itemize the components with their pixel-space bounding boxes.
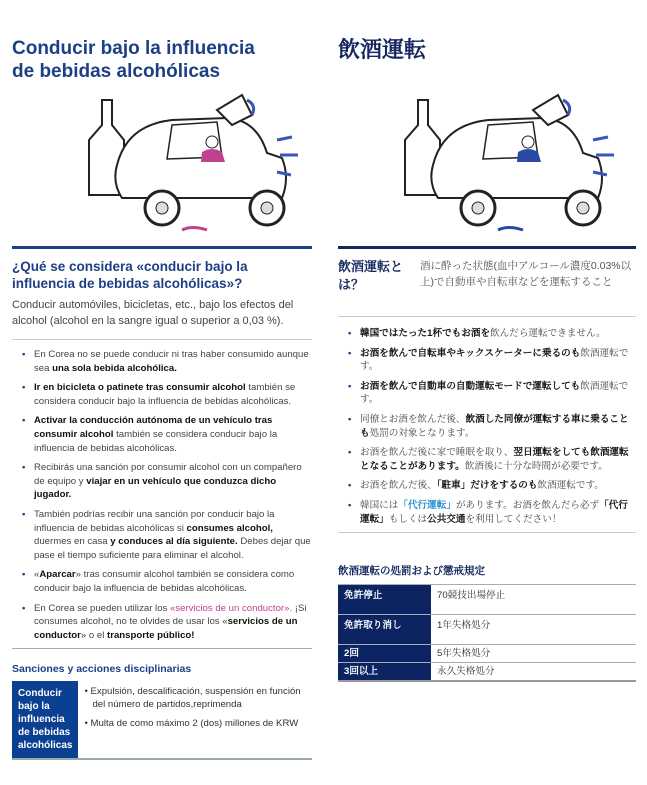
bullet-item bbox=[22, 381, 312, 408]
bullet-text: 飲酒運転です。 bbox=[360, 347, 629, 373]
highlight-text: «servicios de un conductor». bbox=[170, 602, 293, 614]
bullet-item bbox=[22, 602, 312, 643]
penalty-heading: 飲酒運転の処罰および懲戒規定 bbox=[338, 565, 485, 578]
bullet-text: » tras consumir alcohol también se considera como conducir bajo la influencia de bebidas alcohólicas. bbox=[34, 569, 295, 594]
bullet-text: 処罰の対象となります。 bbox=[369, 427, 475, 439]
bullet-item bbox=[22, 508, 312, 562]
bullet-item bbox=[348, 499, 636, 526]
divider bbox=[12, 339, 312, 340]
bullet-text: 同僚とお酒を飲んだ後、 bbox=[360, 413, 466, 425]
divider bbox=[338, 246, 636, 249]
bullet-text: 韓国ではたった1杯でもお酒を bbox=[360, 328, 491, 339]
bullet-text: 飲んだら運転できません。 bbox=[490, 328, 606, 339]
bullet-item bbox=[22, 414, 312, 455]
bullet-text: があります。お酒を飲んだら必ず bbox=[455, 499, 600, 511]
divider bbox=[338, 532, 636, 533]
penalty-label: 免許取り消し bbox=[338, 615, 431, 645]
penalty-value: 永久失格処分 bbox=[431, 663, 636, 682]
bullet-text: Aparcar bbox=[39, 569, 76, 581]
sanctions-table bbox=[12, 681, 312, 760]
sanctions-label: Conducir bajo la influencia de bebidas alcohólicas bbox=[12, 681, 78, 759]
bullet-text: transporte público! bbox=[107, 629, 195, 641]
bullet-list bbox=[12, 348, 312, 642]
bullet-text: もしくは bbox=[388, 513, 428, 525]
bullet-text: una sola bebida alcohólica. bbox=[52, 362, 177, 374]
bullet-text: お酒を飲んで自転車やキックスケーターに乗るのも bbox=[360, 347, 581, 359]
bullet-item bbox=[348, 413, 636, 440]
page-title: Conducir bajo la influencia de bebidas alcohólicas bbox=[12, 38, 255, 82]
bullet-text: Ir en bicicleta o patinete tras consumir alcohol bbox=[34, 382, 246, 394]
bullet-item bbox=[348, 347, 636, 374]
penalty-label: 3回以上 bbox=[338, 663, 431, 682]
bullet-text: ¡Si consumes alcohol, no te olvides de usar los « bbox=[34, 602, 307, 628]
bullet-text: Activar la conducción autónoma de un vehículo tras consumir alcohol bbox=[34, 415, 273, 440]
bullet-text: « bbox=[34, 569, 40, 581]
bullet-text: viajar en un vehículo que conduzca dicho jugador. bbox=[34, 475, 277, 501]
bullet-text: を利用してください！ bbox=[465, 513, 562, 525]
section-heading: 飲酒運転とは？ bbox=[338, 259, 404, 292]
bullet-item bbox=[348, 479, 636, 493]
bullet-item bbox=[348, 327, 636, 341]
bullet-text: Recibirás una sanción por consumir alcohol con un compañero de equipo y bbox=[34, 462, 302, 487]
bullet-text: 公共交通 bbox=[427, 513, 466, 525]
bullet-text: también se considera conducir bajo la influencia de bebidas alcohólicas. bbox=[34, 428, 278, 454]
penalty-label: 2回 bbox=[338, 645, 431, 663]
bullet-text: También podrías recibir una sanción por conducir bajo la influencia de bebidas alcohólicas si bbox=[34, 508, 275, 534]
bullet-list bbox=[338, 327, 636, 526]
divider bbox=[12, 648, 312, 649]
bullet-text: servicios de un conductor bbox=[34, 616, 298, 641]
divider bbox=[338, 316, 636, 317]
sanctions-heading: Sanciones y acciones disciplinarias bbox=[12, 663, 192, 676]
bullet-text: En Corea se pueden utilizar los bbox=[34, 602, 170, 614]
bullet-text: 「代行運転」 bbox=[360, 499, 628, 525]
bullet-text: duermes en casa bbox=[34, 536, 111, 548]
penalty-value: 70競技出場停止 bbox=[431, 585, 636, 615]
penalty-value: 1年失格処分 bbox=[431, 615, 636, 645]
bullet-text: y conduces al día siguiente. bbox=[110, 536, 238, 548]
bullet-text: Debes dejar que pase el tiempo suficiente para eliminar el alcohol. bbox=[34, 536, 311, 561]
penalty-table bbox=[338, 584, 636, 682]
bullet-item bbox=[348, 380, 636, 407]
page-title: 飲酒運転 bbox=[338, 37, 427, 62]
bullet-text: 飲酒運転です。 bbox=[537, 480, 604, 492]
bullet-text: お酒を飲んだ後、 bbox=[360, 480, 437, 492]
bullet-text: 「駐車」だけをするのも bbox=[436, 480, 538, 492]
section-heading: ¿Qué se considera «conducir bajo la influencia de bebidas alcohólicas»? bbox=[12, 259, 248, 291]
bullet-text: お酒を飲んだ後に家で睡眠を取り、 bbox=[360, 447, 514, 459]
bullet-text: En Corea no se puede conducir ni tras haber consumido aunque sea bbox=[34, 349, 309, 374]
bullet-item bbox=[22, 348, 312, 375]
highlight-text: 「代行運転」 bbox=[398, 499, 456, 511]
bullet-text: también se considera conducir bajo la influencia de bebidas alcohólicas. bbox=[34, 382, 296, 407]
drunk-driving-illustration bbox=[378, 80, 628, 240]
bullet-text: お酒を飲んで自動車の自動運転モードで運転しても bbox=[360, 380, 581, 392]
bullet-text: 翌日運転をしても飲酒運転となることがあります。 bbox=[360, 447, 629, 472]
sanction-item: • Expulsión, descalificación, suspensión en función del número de partidos,reprimenda bbox=[84, 686, 301, 711]
bullet-item bbox=[22, 461, 312, 502]
definition-text: Conducir automóviles, bicicletas, etc., bajo los efectos del alcohol (alcohol en la sangre igual o superior a 0,03 %). bbox=[12, 299, 294, 327]
bullet-item bbox=[348, 446, 636, 473]
sanction-item: • Multa de como máximo 2 (dos) millones de KRW bbox=[84, 718, 299, 730]
bullet-text: 飲酒後に十分な時間が必要です。 bbox=[464, 460, 608, 472]
definition-text: 酒に酔った状態(血中アルコール濃度0.03%以上)で自動車や自転車などを運転すること bbox=[420, 260, 632, 288]
penalty-label: 免許停止 bbox=[338, 585, 431, 615]
drunk-driving-illustration bbox=[62, 80, 312, 240]
bullet-text: 韓国には bbox=[360, 499, 399, 511]
bullet-item bbox=[22, 568, 312, 595]
bullet-text: » o el bbox=[80, 629, 108, 641]
bullet-text: 飲酒運転です。 bbox=[360, 380, 629, 406]
bullet-text: 飲酒した同僚が運転する車に乗ることも bbox=[360, 413, 629, 439]
divider bbox=[12, 246, 312, 249]
bullet-text: consumes alcohol, bbox=[186, 522, 273, 534]
penalty-value: 5年失格処分 bbox=[431, 645, 636, 663]
